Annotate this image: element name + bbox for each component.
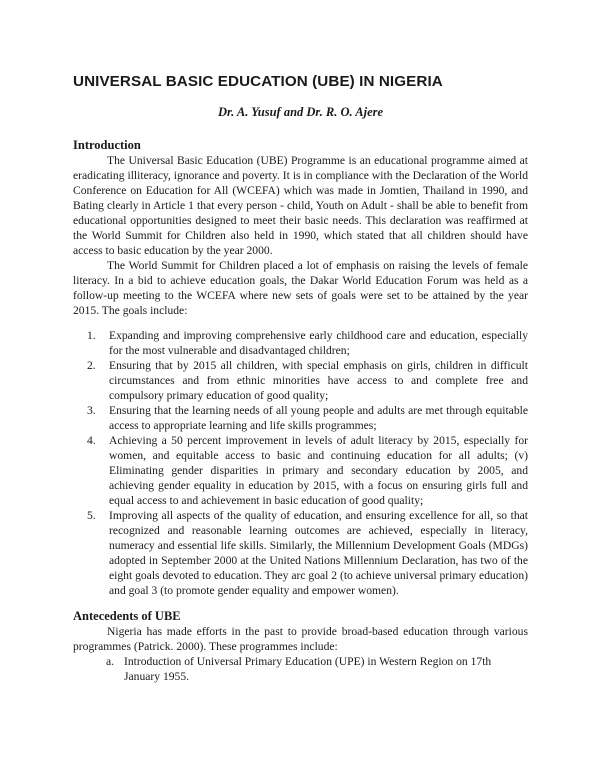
document-title: UNIVERSAL BASIC EDUCATION (UBE) IN NIGERIA (73, 73, 443, 90)
goal-number: 2. (87, 359, 96, 372)
goal-item (73, 328, 528, 358)
goal-number: 5. (87, 509, 96, 522)
goal-item (73, 403, 528, 433)
goal-item (73, 433, 528, 508)
goal-item (73, 358, 528, 403)
goal-number: 3. (87, 404, 96, 417)
introduction-paragraph-2: The World Summit for Children placed a lot of emphasis on raising the levels of female literacy. In a bid to achieve education goals, the Dakar World Education Forum was held as a follow-up meeting to the WCEFA where new sets of goals were set to be attained by the year 2015. The goals include: (73, 259, 528, 317)
goal-text: Ensuring that the learning needs of all young people and adults are met through equitable access to appropriate learning and life skills programmes; (109, 404, 528, 432)
introduction-paragraph-1: The Universal Basic Education (UBE) Programme is an educational programme aimed at eradicating illiteracy, ignorance and poverty. It is in compliance with the Declaration of the World Conference on Education for All (WCEFA) which was made in Jomtien, Thailand in 1990, and Bating clearly in Article 1 that every person - child, Youth on Adult - shall be able to benefit from educational opportunities designed to meet their basic needs. This declaration was reaffirmed at the World Summit for Children also held in 1990, which stated that all children should have access to basic education by the year 2000. (73, 154, 528, 257)
programmes-list (73, 654, 528, 684)
antecedents-heading: Antecedents of UBE (73, 609, 181, 623)
programme-letter: a. (106, 655, 115, 668)
goal-number: 1. (87, 329, 96, 342)
antecedents-paragraph-1: Nigeria has made efforts in the past to provide broad-based education through various programmes (Patrick. 2000). These programmes include: (73, 625, 528, 653)
goal-text: Ensuring that by 2015 all children, with special emphasis on girls, children in difficult circumstances and from ethnic minorities have access to and complete free and compulsory primary education of good quality; (109, 359, 528, 402)
goals-list (73, 328, 528, 598)
goal-text: Achieving a 50 percent improvement in levels of adult literacy by 2015, especially for women, and equitable access to basic and continuing education for all adults; (v) Eliminating gender disparities in primary and secondary education by 2005, and achieving gender equality in education by 2015, with a focus on ensuring girls full and equal access to and achievement in basic education of good quality; (109, 434, 528, 507)
goal-item (73, 508, 528, 598)
introduction-heading: Introduction (73, 138, 141, 152)
programme-text: Introduction of Universal Primary Education (UPE) in Western Region on 17th January 1955. (124, 655, 492, 683)
goal-number: 4. (87, 434, 96, 447)
goal-text: Expanding and improving comprehensive early childhood care and education, especially for the most vulnerable and disadvantaged children; (109, 329, 528, 357)
programme-item (73, 654, 528, 684)
document-page (73, 72, 528, 684)
document-authors: Dr. A. Yusuf and Dr. R. O. Ajere (217, 105, 384, 119)
goal-text: Improving all aspects of the quality of education, and ensuring excellence for all, so that recognized and reasonable learning outcomes are achieved, especially in literacy, numeracy and essential life skills. Similarly, the Millennium Development Goals (MDGs) adopted in September 2000 at the United Nations Millennium Declaration, has two of the eight goals devoted to education. They arc goal 2 (to achieve universal primary education) and goal 3 (to promote gender equality and empower women). (109, 509, 528, 597)
